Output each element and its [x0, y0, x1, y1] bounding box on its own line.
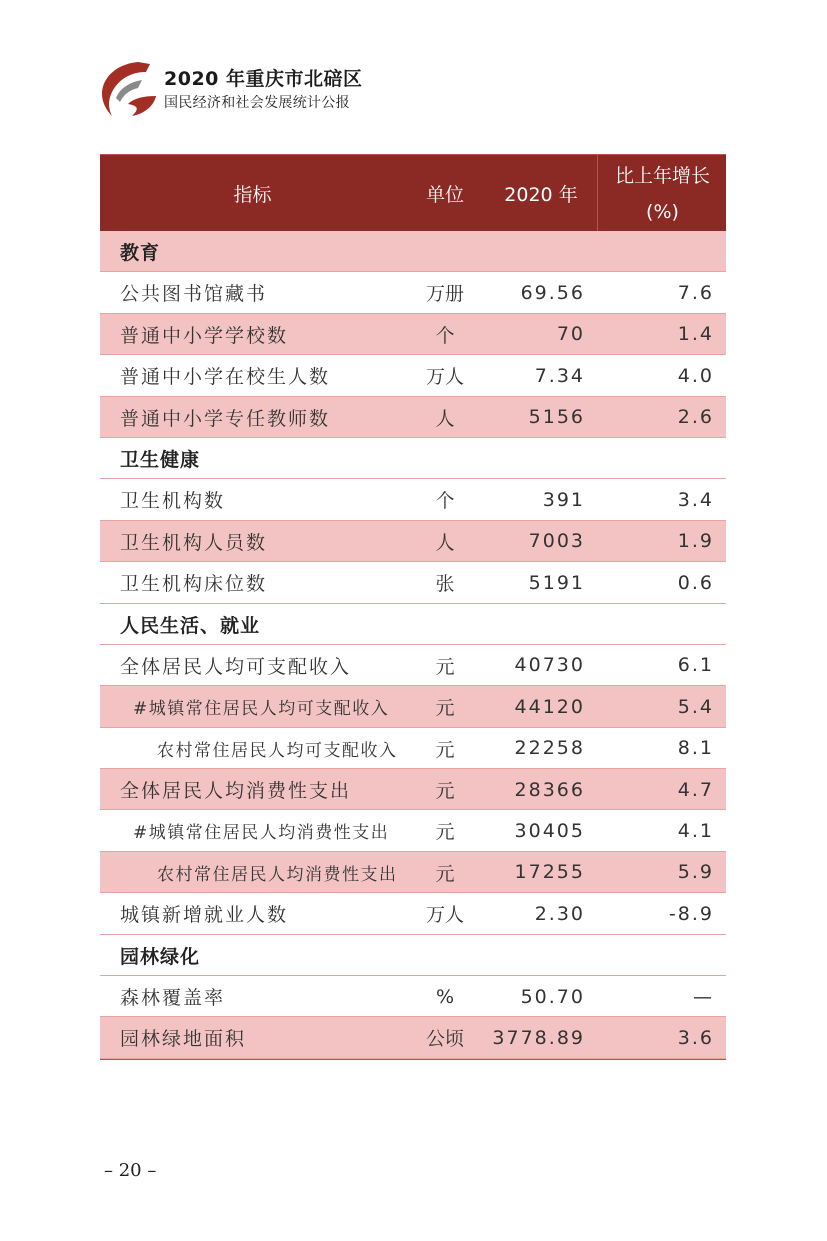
category-label: 人民生活、就业	[120, 614, 261, 637]
table-row	[100, 852, 726, 893]
value-cell: 30405	[514, 819, 585, 842]
table-body	[100, 231, 726, 1059]
growth-cell: 1.9	[677, 530, 714, 553]
table-row	[100, 893, 726, 934]
column-header-value: 2020 年	[504, 184, 578, 206]
table-row	[100, 272, 726, 313]
indicator-name: 园林绿地面积	[120, 1028, 247, 1051]
growth-cell: 6.1	[677, 654, 714, 677]
unit-cell: 元	[435, 862, 455, 885]
indicator-name: 普通中小学在校生人数	[120, 366, 331, 389]
value-cell: 7003	[528, 530, 585, 553]
value-cell: 44120	[514, 695, 585, 718]
value-cell: 69.56	[520, 281, 585, 304]
unit-cell: %	[435, 985, 455, 1008]
unit-cell: 万人	[425, 904, 464, 927]
value-cell: 5191	[528, 571, 585, 594]
value-cell: 3778.89	[492, 1026, 585, 1049]
indicator-name: 普通中小学专任教师数	[120, 407, 331, 430]
category-row	[100, 231, 726, 272]
table-row	[100, 397, 726, 438]
value-cell: 2.30	[534, 902, 585, 925]
column-header-growth	[597, 155, 727, 232]
growth-cell: 2.6	[677, 406, 714, 429]
indicator-name: 公共图书馆藏书	[120, 283, 268, 306]
growth-cell: 3.6	[677, 1026, 714, 1049]
indicator-name: 普通中小学学校数	[120, 324, 289, 347]
growth-cell: 7.6	[677, 281, 714, 304]
table-row	[100, 769, 726, 810]
category-label: 卫生健康	[120, 448, 201, 471]
category-label: 教育	[120, 242, 161, 264]
unit-cell: 元	[435, 821, 455, 844]
indicator-name: 城镇新增就业人数	[120, 904, 289, 927]
table-row	[100, 976, 726, 1017]
indicator-name: 森林覆盖率	[120, 987, 226, 1010]
table-row	[100, 686, 726, 727]
indicator-name: 卫生机构床位数	[120, 573, 268, 596]
category-row	[100, 438, 726, 479]
value-cell: 50.70	[520, 985, 585, 1008]
report-title: 2020 年重庆市北碚区	[164, 68, 363, 90]
value-cell: 28366	[514, 778, 585, 801]
unit-cell: 人	[435, 407, 455, 430]
unit-cell: 个	[435, 324, 455, 347]
unit-cell: 万人	[425, 366, 464, 389]
indicator-name: 农村常住居民人均可支配收入	[157, 740, 398, 761]
value-cell: 22258	[514, 737, 585, 760]
value-cell: 391	[542, 488, 585, 511]
unit-cell: 元	[435, 738, 455, 761]
indicator-name: 农村常住居民人均消费性支出	[157, 864, 398, 885]
indicator-name: 全体居民人均消费性支出	[120, 780, 352, 803]
growth-cell: —	[693, 985, 714, 1008]
value-cell: 7.34	[534, 364, 585, 387]
table-row	[100, 355, 726, 396]
growth-cell: 1.4	[677, 323, 714, 346]
indicator-name: 卫生机构人员数	[120, 531, 268, 554]
growth-cell: 3.4	[677, 488, 714, 511]
growth-cell: 5.9	[677, 861, 714, 884]
category-row	[100, 604, 726, 645]
column-header-growth-unit: (%)	[646, 200, 679, 223]
table-row	[100, 1017, 726, 1058]
indicator-name: #城镇常住居民人均可支配收入	[133, 699, 390, 720]
unit-cell: 万册	[425, 283, 464, 306]
growth-cell: 8.1	[677, 737, 714, 760]
growth-cell: 5.4	[677, 695, 714, 718]
column-header-growth-label: 比上年增长	[614, 164, 710, 187]
unit-cell: 元	[435, 780, 455, 803]
statistics-bureau-logo	[98, 58, 160, 118]
value-cell: 5156	[528, 406, 585, 429]
table-row	[100, 314, 726, 355]
value-cell: 40730	[514, 654, 585, 677]
unit-cell: 元	[435, 697, 455, 720]
growth-cell: 4.7	[677, 778, 714, 801]
table-row	[100, 562, 726, 603]
page-number: – 20 –	[104, 1160, 157, 1181]
category-row	[100, 935, 726, 976]
growth-cell: -8.9	[668, 902, 714, 925]
indicator-name: #城镇常住居民人均消费性支出	[133, 823, 390, 844]
table-row	[100, 645, 726, 686]
category-label: 园林绿化	[120, 945, 201, 968]
unit-cell: 公顷	[425, 1028, 464, 1051]
indicator-name: 全体居民人均可支配收入	[120, 655, 352, 678]
column-header-name: 指标	[233, 184, 272, 206]
table-row	[100, 479, 726, 520]
unit-cell: 人	[435, 531, 455, 554]
column-header-unit: 单位	[425, 184, 464, 206]
table-row	[100, 810, 726, 851]
value-cell: 70	[556, 323, 585, 346]
indicator-name: 卫生机构数	[120, 490, 226, 513]
unit-cell: 张	[435, 573, 455, 596]
growth-cell: 4.0	[677, 364, 714, 387]
unit-cell: 元	[435, 655, 455, 678]
report-header	[98, 58, 498, 118]
growth-cell: 4.1	[677, 819, 714, 842]
growth-cell: 0.6	[677, 571, 714, 594]
statistics-table	[100, 154, 726, 1060]
report-subtitle: 国民经济和社会发展统计公报	[164, 95, 350, 111]
value-cell: 17255	[514, 861, 585, 884]
table-row	[100, 521, 726, 562]
table-header	[100, 154, 726, 231]
unit-cell: 个	[435, 490, 455, 513]
table-row	[100, 728, 726, 769]
